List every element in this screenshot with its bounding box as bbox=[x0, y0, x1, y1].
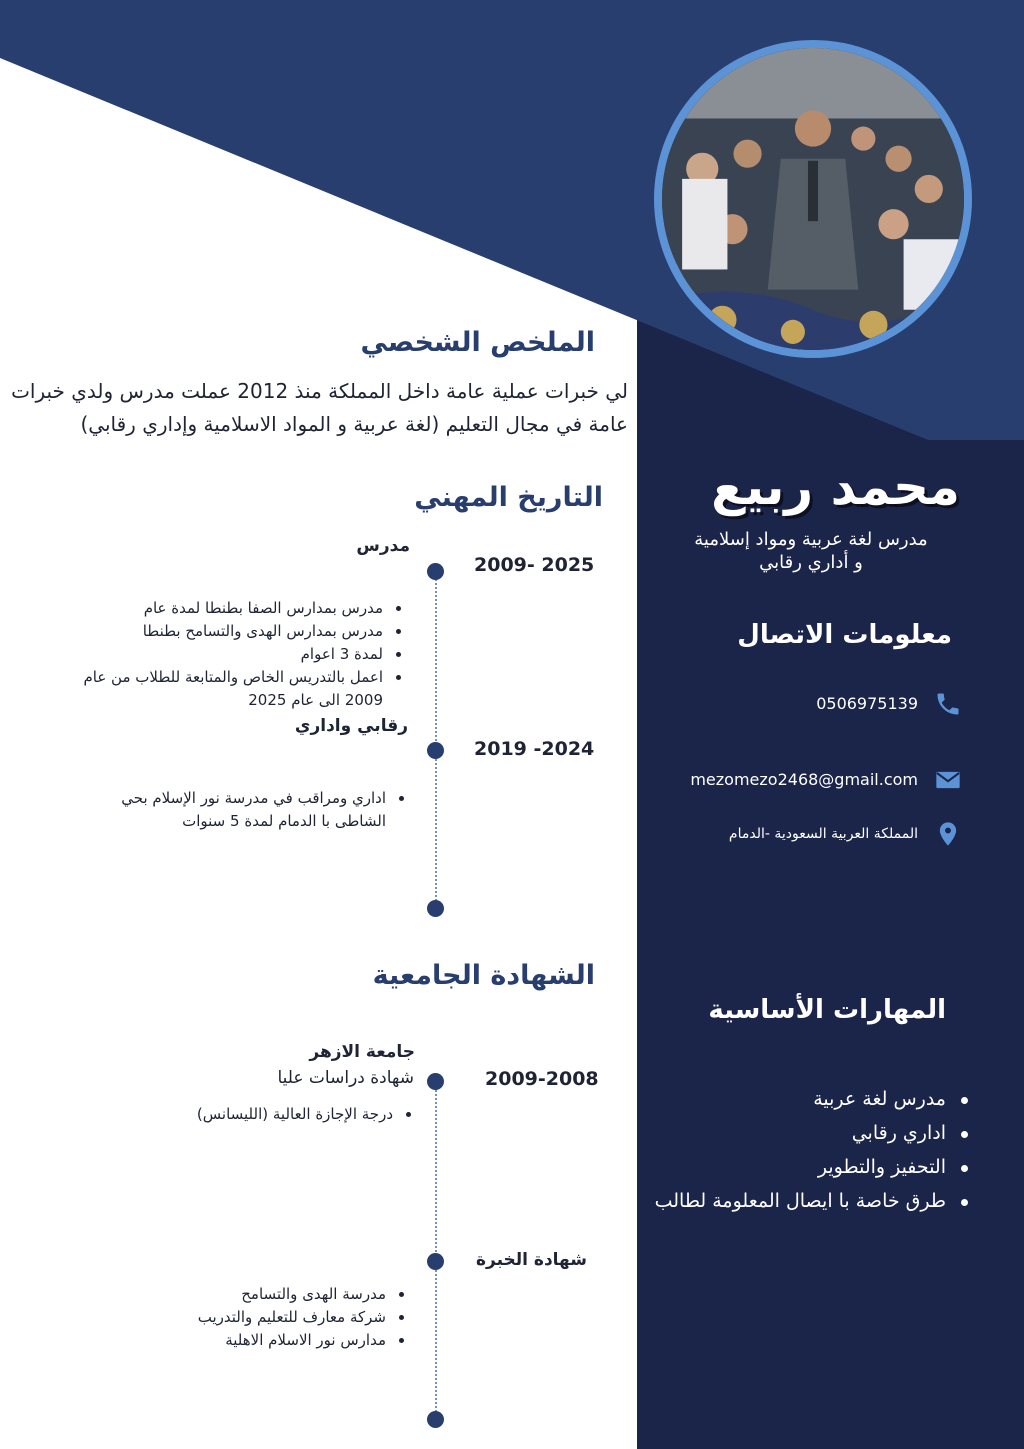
envelope-icon bbox=[934, 766, 962, 794]
email-address[interactable]: mezomezo2468@gmail.com bbox=[690, 770, 918, 789]
career-bullet: مدرس بمدارس الهدى والتسامح بطنطا bbox=[60, 620, 405, 643]
skill-item: مدرس لغة عربية bbox=[640, 1082, 970, 1116]
experience-list bbox=[160, 1283, 408, 1352]
subtitle-line-2: و أداري رقابي bbox=[759, 552, 863, 573]
contact-phone-row[interactable] bbox=[660, 688, 970, 722]
skill-item: طرق خاصة با ايصال المعلومة لطالب bbox=[640, 1184, 970, 1218]
timeline-dot bbox=[427, 742, 444, 759]
timeline-dot bbox=[427, 900, 444, 917]
education-bullet: درجة الإجازة العالية (الليسانس) bbox=[160, 1103, 415, 1126]
phone-number[interactable]: 0506975139 bbox=[816, 694, 918, 713]
career-bullet: مدرس بمدارس الصفا بطنطا لمدة عام bbox=[60, 597, 405, 620]
contact-email-row[interactable] bbox=[660, 764, 970, 798]
person-name: محمد ربيع bbox=[711, 458, 960, 516]
career-bullet-continuation: 2009 الى عام 2025 bbox=[248, 691, 383, 709]
subtitle-line-1: مدرس لغة عربية ومواد إسلامية bbox=[694, 529, 928, 550]
job-subtitle bbox=[670, 528, 952, 574]
career-bullet: اعمل بالتدريس الخاص والمتابعة للطلاب من عام bbox=[60, 666, 405, 689]
career-timeline-line bbox=[435, 572, 437, 908]
skills-section-title: المهارات الأساسية bbox=[708, 995, 946, 1025]
career-bullet-continuation: الشاطى با الدمام لمدة 5 سنوات bbox=[182, 812, 386, 830]
career-bullets-2 bbox=[90, 787, 408, 833]
career-role-2: رقابي واداري bbox=[294, 716, 408, 736]
skills-list bbox=[640, 1082, 970, 1218]
location-text: المملكة العربية السعودية -الدمام bbox=[728, 826, 918, 842]
career-years-2: 2019 -2024 bbox=[474, 738, 595, 760]
skill-item: التحفيز والتطوير bbox=[640, 1150, 970, 1184]
career-role-1: مدرس bbox=[356, 536, 410, 556]
timeline-dot bbox=[427, 563, 444, 580]
experience-certificate-title: شهادة الخبرة bbox=[475, 1250, 587, 1270]
experience-item: شركة معارف للتعليم والتدريب bbox=[160, 1306, 408, 1329]
education-years: 2009-2008 bbox=[485, 1068, 599, 1090]
education-section-title: الشهادة الجامعية bbox=[372, 960, 595, 991]
experience-item: مدرسة الهدى والتسامح bbox=[160, 1283, 408, 1306]
career-section-title: التاريخ المهني bbox=[414, 482, 603, 513]
experience-item: مدارس نور الاسلام الاهلية bbox=[160, 1329, 408, 1352]
timeline-dot bbox=[427, 1073, 444, 1090]
degree-name: شهادة دراسات عليا bbox=[277, 1068, 414, 1088]
contact-section-title: معلومات الاتصال bbox=[737, 620, 952, 650]
timeline-dot bbox=[427, 1411, 444, 1428]
university-name: جامعة الازهر bbox=[309, 1042, 415, 1062]
education-bullets bbox=[160, 1103, 415, 1126]
career-bullet: لمدة 3 اعوام bbox=[60, 643, 405, 666]
summary-line-2: عامة في مجال التعليم (لغة عربية و المواد الاسلامية وإداري رقابي) bbox=[80, 412, 628, 436]
summary-section-title: الملخص الشخصي bbox=[360, 327, 595, 358]
phone-icon bbox=[934, 690, 962, 718]
career-years-1: 2009- 2025 bbox=[474, 554, 595, 576]
profile-photo bbox=[662, 48, 964, 350]
summary-text bbox=[0, 375, 628, 441]
skill-item: اداري رقابي bbox=[640, 1116, 970, 1150]
location-pin-icon bbox=[934, 818, 962, 850]
career-bullets-1 bbox=[60, 597, 405, 712]
profile-photo-frame bbox=[654, 40, 972, 358]
photo-illustration bbox=[662, 48, 964, 350]
career-bullet: اداري ومراقب في مدرسة نور الإسلام بحي bbox=[90, 787, 408, 810]
contact-location-row bbox=[660, 818, 970, 852]
summary-line-1: لي خبرات عملية عامة داخل المملكة منذ 2012 عملت مدرس ولدي خبرات bbox=[11, 379, 628, 403]
